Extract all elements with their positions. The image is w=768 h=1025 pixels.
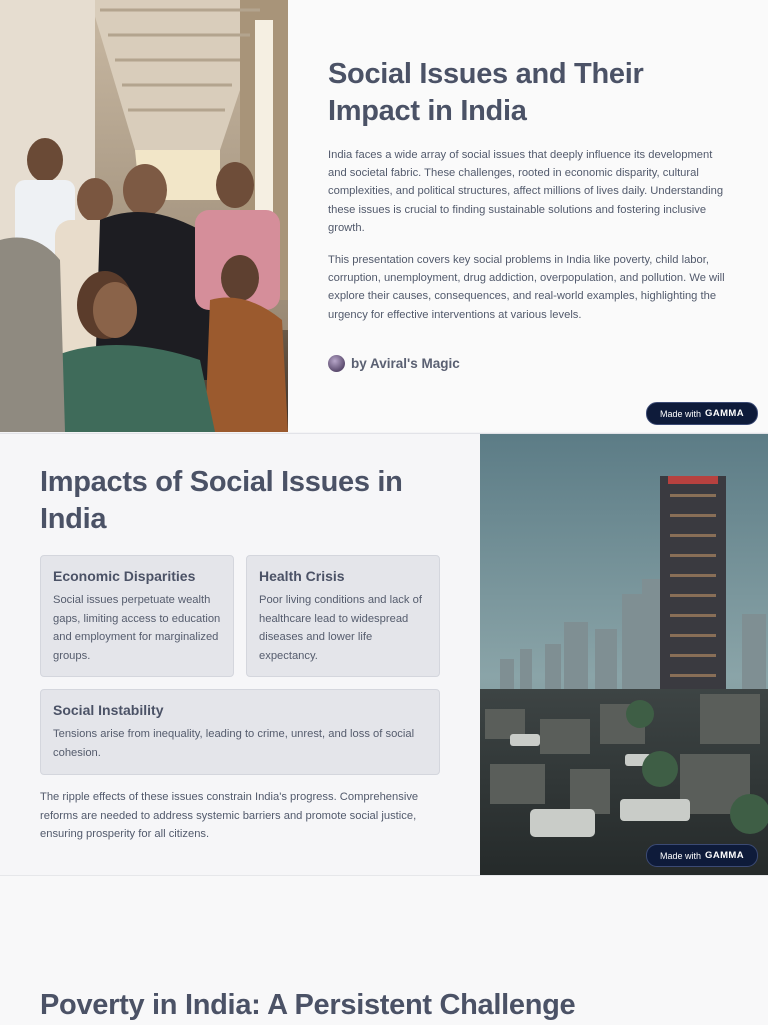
- avatar: [328, 355, 345, 372]
- summary-paragraph: The ripple effects of these issues constrain India's progress. Comprehensive reforms are needed to address systemic barriers and promote social justice, ensuring prosperity for all citizens.: [40, 791, 419, 840]
- gamma-logo: GAMMA: [705, 408, 744, 419]
- card-social-instability: [40, 689, 440, 775]
- intro-paragraph: India faces a wide array of social issues that deeply influence its development and societal fabric. These challenges, rooted in economic disparity, cultural complexities, and political structures, affect millions of lives daily. Understanding these issues is crucial to finding sustainable solutions and fostering inclusive growth.: [328, 149, 724, 234]
- author-byline: [328, 355, 460, 372]
- overview-paragraph: This presentation covers key social problems in India like poverty, child labor, corruption, unemployment, drug addiction, overpopulation, and pollution. We will explore their causes, consequences, and real-world examples, highlighting the urgency for effective interventions at various levels.: [328, 254, 725, 321]
- slide-title: Poverty in India: A Persistent Challenge: [40, 989, 576, 1021]
- gamma-logo: GAMMA: [705, 850, 744, 861]
- card-body: Tensions arise from inequality, leading to crime, unrest, and loss of social cohesion.: [53, 728, 415, 759]
- card-economic-disparities: [40, 555, 234, 677]
- badge-prefix: Made with: [660, 408, 702, 419]
- slide-poverty: [0, 875, 768, 1025]
- author-name: by Aviral's Magic: [351, 356, 460, 371]
- slide-social-issues-intro: [0, 0, 768, 432]
- card-title: Social Instability: [53, 702, 164, 718]
- photo-women-group: [0, 0, 288, 432]
- made-with-gamma-badge[interactable]: [646, 844, 758, 867]
- card-body: Social issues perpetuate wealth gaps, limiting access to education and employment for marginalized groups.: [53, 594, 221, 662]
- slide-impacts: [0, 433, 768, 875]
- card-health-crisis: [246, 555, 440, 677]
- made-with-gamma-badge[interactable]: [646, 402, 758, 425]
- card-body: Poor living conditions and lack of healthcare lead to widespread diseases and lower life expectancy.: [259, 594, 422, 662]
- slide-title: Social Issues and Their Impact in India: [328, 58, 644, 127]
- slide-title: Impacts of Social Issues in India: [40, 466, 403, 535]
- badge-prefix: Made with: [660, 850, 702, 861]
- photo-city-skyline: [480, 434, 768, 875]
- card-title: Economic Disparities: [53, 568, 196, 584]
- card-title: Health Crisis: [259, 568, 345, 584]
